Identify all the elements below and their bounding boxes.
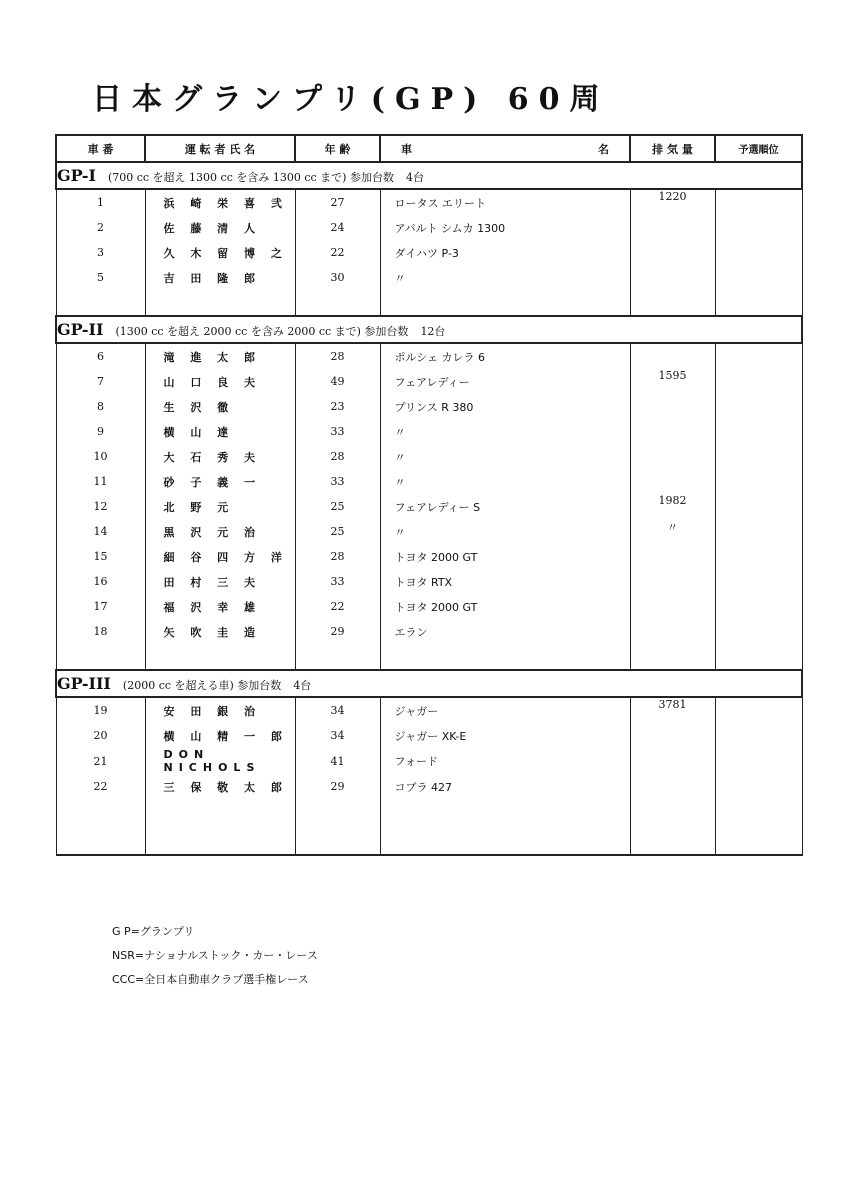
displacement [630,748,715,774]
car-number: 3 [56,240,145,265]
driver-name: 大 石 秀 夫 [145,444,295,469]
car-model: トヨタ 2000 GT [380,594,630,619]
driver-name: 浜 崎 栄 喜 弐 [145,189,295,215]
driver-age: 28 [295,544,380,569]
car-number: 22 [56,774,145,799]
car-number: 15 [56,544,145,569]
qualifying-rank [715,215,802,240]
qualifying-rank [715,189,802,215]
blank-cell [145,644,295,670]
driver-age: 30 [295,265,380,290]
displacement [630,594,715,619]
car-model: トヨタ 2000 GT [380,544,630,569]
driver-name: 横 山 達 [145,419,295,444]
table-row [56,240,802,265]
section-title [56,670,802,697]
driver-age: 24 [295,215,380,240]
driver-name: 横 山 精 一 郎 [145,723,295,748]
footnote-nsr: NSR=ナショナルストック・カー・レース [112,949,318,962]
car-number: 21 [56,748,145,774]
car-model: 〃 [380,419,630,444]
driver-name: 矢 吹 圭 造 [145,619,295,644]
blank-cell [145,799,295,855]
displacement [630,569,715,594]
section-description: (700 cc を超え 1300 cc を含み 1300 cc まで) 参加台数 [107,171,394,184]
driver-age: 25 [295,494,380,519]
section-description: (2000 cc を超える車) 参加台数 [122,679,282,692]
table-row [56,494,802,519]
car-number: 9 [56,419,145,444]
driver-age: 33 [295,569,380,594]
displacement [630,723,715,748]
blank-cell [630,644,715,670]
section-entry-count: 4台 [293,679,312,692]
car-number: 5 [56,265,145,290]
table-row [56,343,802,369]
displacement: 1982 [630,494,715,519]
displacement [630,394,715,419]
car-number: 11 [56,469,145,494]
car-number: 14 [56,519,145,544]
driver-name: 山 口 良 夫 [145,369,295,394]
driver-age: 41 [295,748,380,774]
table-row [56,394,802,419]
footnotes [112,920,318,992]
header-driver-name: 運 転 者 氏 名 [145,135,295,162]
header-car-name [380,135,630,162]
car-model: ロータス エリート [380,189,630,215]
displacement: 〃 [630,519,715,544]
car-number: 12 [56,494,145,519]
qualifying-rank [715,748,802,774]
driver-age: 28 [295,444,380,469]
car-number: 2 [56,215,145,240]
driver-age: 23 [295,394,380,419]
section-entry-count: 12台 [420,325,446,338]
driver-age: 27 [295,189,380,215]
driver-name: 三 保 敬 太 郎 [145,774,295,799]
car-model: フェアレディー [380,369,630,394]
qualifying-rank [715,594,802,619]
blank-cell [630,290,715,316]
table-row [56,215,802,240]
table-row [56,444,802,469]
blank-cell [295,799,380,855]
blank-row [56,799,802,855]
blank-cell [56,290,145,316]
car-model: アバルト シムカ 1300 [380,215,630,240]
qualifying-rank [715,569,802,594]
table-row [56,723,802,748]
driver-age: 34 [295,723,380,748]
displacement [630,265,715,290]
table-row [56,697,802,723]
displacement [630,240,715,265]
driver-age: 33 [295,419,380,444]
table-row [56,469,802,494]
blank-row [56,290,802,316]
driver-name: 細 谷 四 方 洋 [145,544,295,569]
blank-cell [380,290,630,316]
qualifying-rank [715,419,802,444]
driver-age: 34 [295,697,380,723]
qualifying-rank [715,469,802,494]
car-model: ジャガー [380,697,630,723]
driver-name: 福 沢 幸 雄 [145,594,295,619]
car-number: 1 [56,189,145,215]
driver-name: 黒 沢 元 治 [145,519,295,544]
driver-name: 吉 田 隆 郎 [145,265,295,290]
driver-age: 28 [295,343,380,369]
qualifying-rank [715,519,802,544]
car-model: 〃 [380,265,630,290]
qualifying-rank [715,697,802,723]
blank-cell [56,644,145,670]
table-row [56,265,802,290]
blank-cell [380,644,630,670]
car-number: 19 [56,697,145,723]
car-model: ポルシェ カレラ 6 [380,343,630,369]
header-age: 年 齢 [295,135,380,162]
table-row [56,569,802,594]
car-model: コブラ 427 [380,774,630,799]
table-row [56,594,802,619]
car-number: 8 [56,394,145,419]
qualifying-rank [715,774,802,799]
section-row [56,162,802,189]
displacement [630,419,715,444]
driver-name: 佐 藤 清 人 [145,215,295,240]
car-model: 〃 [380,519,630,544]
table-row [56,544,802,569]
table-row [56,369,802,394]
displacement [630,343,715,369]
table-row [56,189,802,215]
entry-table [55,134,803,856]
section-title [56,316,802,343]
blank-cell [715,799,802,855]
section-row [56,316,802,343]
blank-cell [630,799,715,855]
blank-cell [715,644,802,670]
car-number: 20 [56,723,145,748]
displacement [630,444,715,469]
qualifying-rank [715,444,802,469]
car-model: トヨタ RTX [380,569,630,594]
section-row [56,670,802,697]
car-number: 7 [56,369,145,394]
table-row [56,774,802,799]
car-model: フェアレディー S [380,494,630,519]
car-model: ジャガー XK-E [380,723,630,748]
car-model: 〃 [380,469,630,494]
car-number: 16 [56,569,145,594]
car-model: プリンス R 380 [380,394,630,419]
qualifying-rank [715,544,802,569]
blank-cell [295,644,380,670]
car-model: ダイハツ P-3 [380,240,630,265]
page-title: 日本グランプリ(GP) 60周 [92,82,610,117]
displacement: 1595 [630,369,715,394]
car-model: フォード [380,748,630,774]
table-row [56,619,802,644]
driver-age: 29 [295,774,380,799]
driver-name: 砂 子 義 一 [145,469,295,494]
driver-name: 安 田 銀 治 [145,697,295,723]
qualifying-rank [715,343,802,369]
qualifying-rank [715,369,802,394]
driver-name: 滝 進 太 郎 [145,343,295,369]
displacement: 1220 [630,189,715,215]
driver-age: 33 [295,469,380,494]
driver-name: DON NICHOLS [145,748,295,774]
qualifying-rank [715,265,802,290]
qualifying-rank [715,494,802,519]
blank-cell [145,290,295,316]
blank-cell [380,799,630,855]
qualifying-rank [715,723,802,748]
blank-cell [715,290,802,316]
header-qualifying-rank: 予選順位 [715,135,802,162]
blank-cell [56,799,145,855]
driver-age: 25 [295,519,380,544]
car-number: 17 [56,594,145,619]
section-title [56,162,802,189]
driver-name: 北 野 元 [145,494,295,519]
displacement [630,544,715,569]
section-description: (1300 cc を超え 2000 cc を含み 2000 cc まで) 参加台数 [115,325,409,338]
displacement: 3781 [630,697,715,723]
qualifying-rank [715,619,802,644]
table-row [56,519,802,544]
footnote-ccc: CCC=全日本自動車クラブ選手権レース [112,973,309,986]
qualifying-rank [715,394,802,419]
displacement [630,215,715,240]
driver-age: 22 [295,240,380,265]
driver-name: 久 木 留 博 之 [145,240,295,265]
header-displacement: 排 気 量 [630,135,715,162]
section-code: GP-II [57,320,104,339]
section-entry-count: 4台 [405,171,424,184]
car-model: エラン [380,619,630,644]
driver-age: 22 [295,594,380,619]
driver-name: 田 村 三 夫 [145,569,295,594]
table-header-row [56,135,802,162]
car-number: 10 [56,444,145,469]
header-car-number: 車 番 [56,135,145,162]
displacement [630,469,715,494]
section-code: GP-III [57,674,111,693]
footnote-gp: G P=グランプリ [112,925,195,938]
driver-age: 29 [295,619,380,644]
car-model: 〃 [380,444,630,469]
car-number: 6 [56,343,145,369]
driver-name: 生 沢 徹 [145,394,295,419]
blank-cell [295,290,380,316]
car-number: 18 [56,619,145,644]
qualifying-rank [715,240,802,265]
header-car-label: 車 [401,142,412,156]
driver-age: 49 [295,369,380,394]
table-row [56,748,802,774]
header-name-label: 名 [598,142,609,156]
displacement [630,619,715,644]
table-row [56,419,802,444]
displacement [630,774,715,799]
section-code: GP-I [57,166,96,185]
blank-row [56,644,802,670]
